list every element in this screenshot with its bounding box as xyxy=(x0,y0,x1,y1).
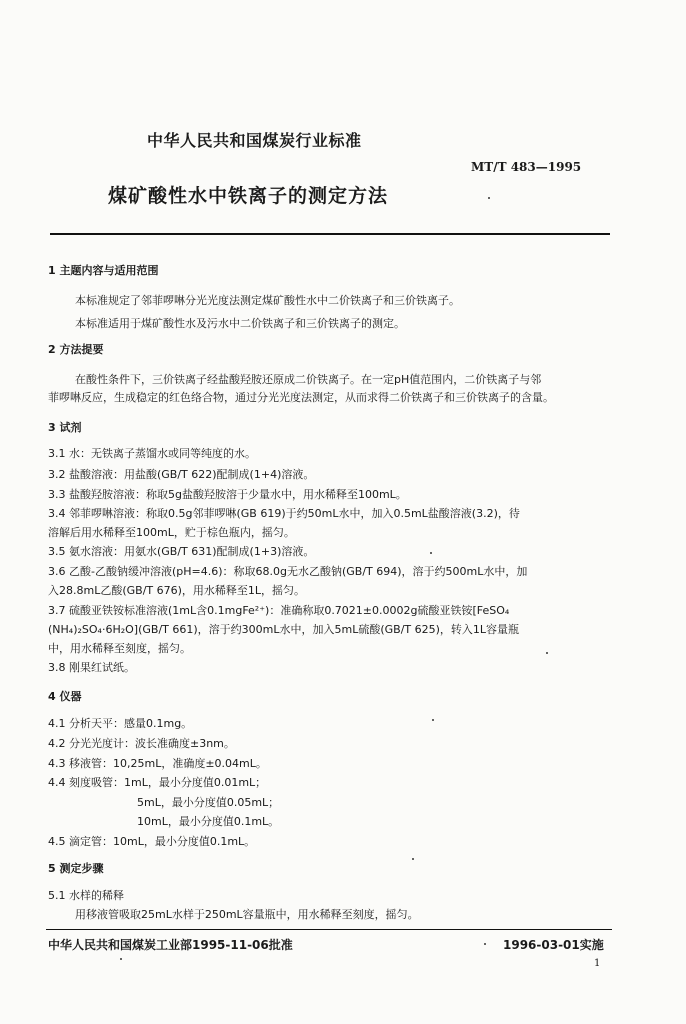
section-4-heading: 4 仪器 xyxy=(48,690,82,703)
org-title: 中华人民共和国煤炭行业标准 xyxy=(147,131,362,150)
list-item: 10mL，最小分度值0.1mL。 xyxy=(137,815,280,828)
section-3-heading: 3 试剂 xyxy=(48,421,82,434)
list-item: 溶解后用水稀释至100mL，贮于棕色瓶内，摇匀。 xyxy=(48,526,295,539)
list-item: 中，用水稀释至刻度，摇匀。 xyxy=(48,642,191,655)
scan-speck xyxy=(412,858,414,860)
list-item: 3.7 硫酸亚铁铵标准溶液(1mL含0.1mgFe²⁺)：准确称取0.7021±0.0002g硫酸亚铁铵[FeSO₄ xyxy=(48,604,510,617)
scan-speck xyxy=(430,552,432,554)
paragraph: 在酸性条件下，三价铁离子经盐酸羟胺还原成二价铁离子。在一定pH值范围内，二价铁离子与邻 xyxy=(75,373,542,386)
scan-speck xyxy=(488,197,490,199)
standard-number: MT/T 483—1995 xyxy=(471,160,582,174)
subsection-heading: 5.1 水样的稀释 xyxy=(48,889,124,902)
list-item: 3.4 邻菲啰啉溶液：称取0.5g邻菲啰啉(GB 619)于约50mL水中，加入0.5mL盐酸溶液(3.2)，待 xyxy=(48,507,520,520)
list-item: 4.1 分析天平：感量0.1mg。 xyxy=(48,717,193,730)
paragraph: 本标准适用于煤矿酸性水及污水中二价铁离子和三价铁离子的测定。 xyxy=(75,317,405,330)
list-item: 3.5 氨水溶液：用氨水(GB/T 631)配制成(1+3)溶液。 xyxy=(48,545,315,558)
list-item: (NH₄)₂SO₄·6H₂O](GB/T 661)，溶于约300mL水中，加入5mL硫酸(GB/T 625)，转入1L容量瓶 xyxy=(48,623,520,636)
list-item: 3.8 刚果红试纸。 xyxy=(48,661,135,674)
section-1-heading: 1 主题内容与适用范围 xyxy=(48,264,159,277)
list-item: 4.2 分光光度计：波长准确度±3nm。 xyxy=(48,737,235,750)
effective-date: 1996-03-01实施 xyxy=(503,938,604,952)
list-item: 3.6 乙酸-乙酸钠缓冲溶液(pH=4.6)：称取68.0g无水乙酸钠(GB/T 694)，溶于约500mL水中，加 xyxy=(48,565,528,578)
list-item: 4.3 移液管：10,25mL，准确度±0.04mL。 xyxy=(48,757,267,770)
header-rule xyxy=(50,233,610,235)
list-item: 3.3 盐酸羟胺溶液：称取5g盐酸羟胺溶于少量水中，用水稀释至100mL。 xyxy=(48,488,407,501)
document-title: 煤矿酸性水中铁离子的测定方法 xyxy=(108,185,389,207)
scan-speck xyxy=(546,652,548,654)
paragraph: 本标准规定了邻菲啰啉分光光度法测定煤矿酸性水中二价铁离子和三价铁离子。 xyxy=(75,294,460,307)
paragraph: 菲啰啉反应，生成稳定的红色络合物，通过分光光度法测定，从而求得二价铁离子和三价铁离子的含量。 xyxy=(48,391,554,404)
section-5-heading: 5 测定步骤 xyxy=(48,862,104,875)
page-number: 1 xyxy=(594,958,601,969)
list-item: 3.2 盐酸溶液：用盐酸(GB/T 622)配制成(1+4)溶液。 xyxy=(48,468,315,481)
list-item: 5mL，最小分度值0.05mL； xyxy=(137,796,280,809)
list-item: 3.1 水：无铁离子蒸馏水或同等纯度的水。 xyxy=(48,447,256,460)
list-item: 入28.8mL乙酸(GB/T 676)，用水稀释至1L，摇匀。 xyxy=(48,584,306,597)
paragraph: 用移液管吸取25mL水样于250mL容量瓶中，用水稀释至刻度，摇匀。 xyxy=(75,908,419,921)
list-item: 4.5 滴定管：10mL，最小分度值0.1mL。 xyxy=(48,835,256,848)
scan-speck xyxy=(432,719,434,721)
approval-line: 中华人民共和国煤炭工业部1995-11-06批准 xyxy=(48,938,293,952)
scan-speck xyxy=(484,943,486,945)
section-2-heading: 2 方法提要 xyxy=(48,343,104,356)
scan-speck xyxy=(120,958,122,960)
list-item: 4.4 刻度吸管：1mL，最小分度值0.01mL； xyxy=(48,776,267,789)
footer-rule xyxy=(46,929,612,930)
